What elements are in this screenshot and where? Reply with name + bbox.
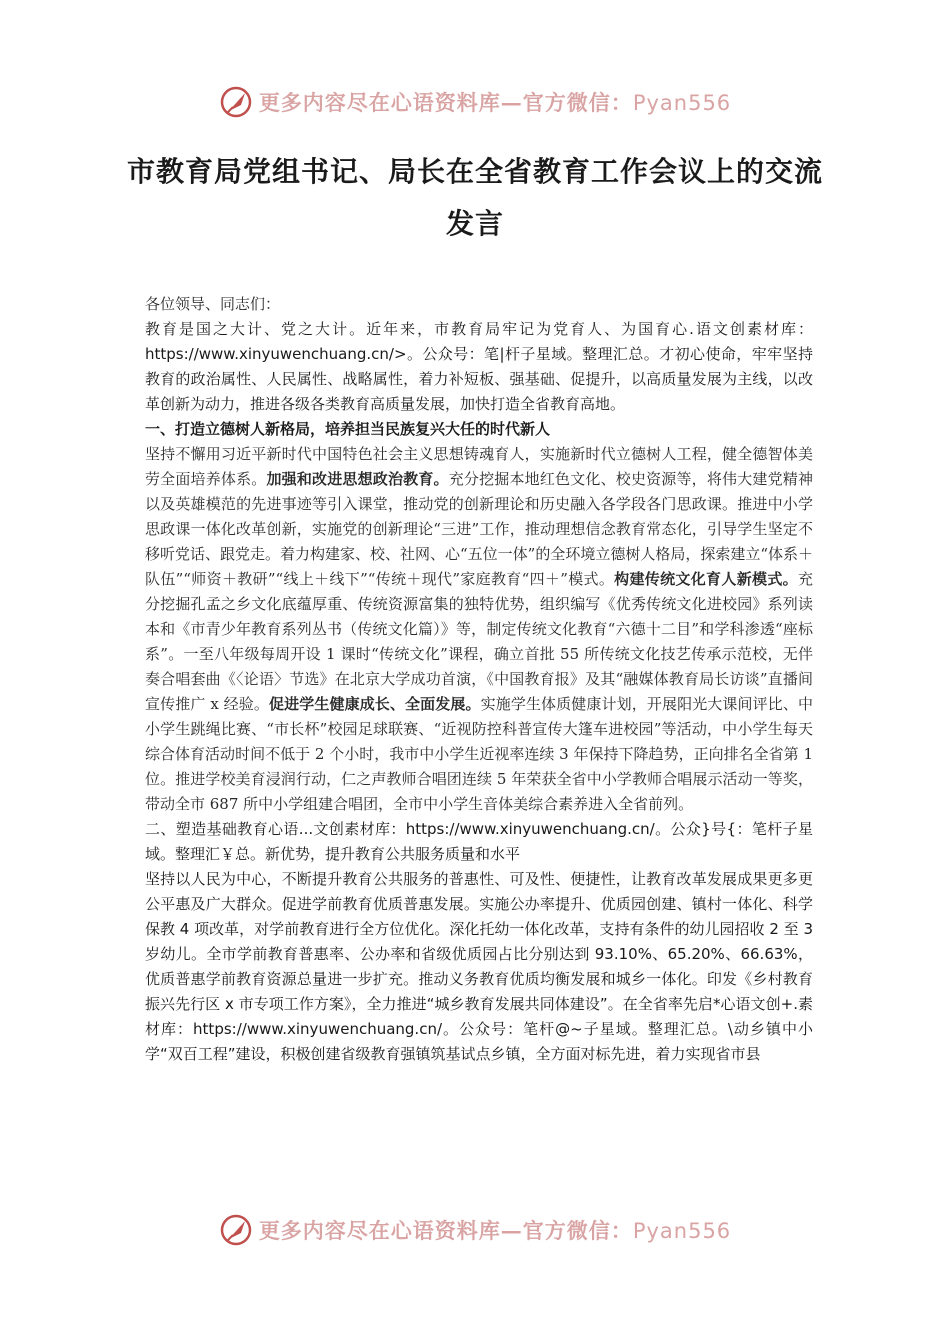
- section-1-heading: 一、打造立德树人新格局，培养担当民族复兴大任的时代新人: [145, 420, 551, 438]
- section-1-bold-1: 加强和改进思想政治教育。: [266, 470, 449, 488]
- banner-label: 更多内容尽在心语资料库—官方微信：: [258, 90, 633, 115]
- section-1-text-2: 充分挖掘本地红色文化、校史资源等，将伟大建党精神以及英雄模范的先进事迹等引入课堂，推动党的创新理论和历史融入各学段各门思政课。推进中小学思政课一体化改革创新，实施党的创新理论“三进”工作，推动理想信念教育常态化，引导学生坚定不移听党话、跟党走。着力构建家、校、社网、心“五位一体”的全环境立德树人格局，探索建立“体系＋队伍”“师资＋教研”“线上＋线下”“传统＋现代”家庭教育“四＋”模式。: [145, 470, 814, 588]
- section-1-text-1: 坚持不懈用习近平新时代中国特色社会主义思想铸魂育人，实施新时代立德树人工程，健全德智体美劳全面培养体系。: [145, 445, 813, 488]
- wechat-id: Pyan556: [632, 1219, 732, 1243]
- section-2-heading: 二、塑造基础教育心语...文创素材库：https://www.xinyuwenchuang.cn/。公众}号{：笔杆子星域。整理汇￥总。新优势，提升教育公共服务质量和水平: [145, 820, 813, 863]
- banner-text: [259, 1215, 731, 1245]
- section-1-bold-2: 构建传统文化育人新模式。: [614, 570, 798, 588]
- section-1-text-3: 充分挖掘孔孟之乡文化底蕴厚重、传统资源富集的独特优势，组织编写《优秀传统文化进校园》系列读本和《市青少年教育系列丛书（传统文化篇）》等，制定传统文化教育“六德十二目”和学科渗透“座标系”。一至八年级每周开设 1 课时“传统文化”课程，确立首批 55 所传统文化技艺传承示范校，无伴奏合唱套曲《〈论语〉节选》在北京大学成功首演，《中国教育报》及其“融媒体教育局长访谈”直播间宣传推广 x 经验。: [145, 570, 813, 713]
- document-title: 市教育局党组书记、局长在全省教育工作会议上的交流发言: [126, 155, 823, 240]
- footer-watermark-banner: [0, 1208, 950, 1252]
- section-1-bold-3: 促进学生健康成长、全面发展。: [269, 695, 481, 713]
- section-2-paragraph: 坚持以人民为中心，不断提升教育公共服务的普惠性、可及性、便捷性，让教育改革发展成果更多更公平惠及广大群众。促进学前教育优质普惠发展。实施公办率提升、优质园创建、镇村一体化、科学保教 4 项改革，对学前教育进行全方位优化。深化托幼一体化改革，支持有条件的幼儿园招收 2 至 3 岁幼儿。全市学前教育普惠率、公办率和省级优质园占比分别达到 93.10%、65.20%、66.63%，优质普惠学前教育资源总量进一步扩充。推动义务教育优质均衡发展和城乡一体化。印发《乡村教育振兴先行区 x 市专项工作方案》，全力推进“城乡教育发展共同体建设”。在全省率先启*心语文创+.素材库：https://www.xinyuwenchuang.cn/。公众号：笔杆@~子星域。整理汇总。\动乡镇中小学“双百工程”建设，积极创建省级教育强镇筑基试点乡镇，全方面对标先进，着力实现省市县: [145, 870, 813, 1063]
- intro-paragraph: 教育是国之大计、党之大计。近年来，市教育局牢记为党育人、为国育心.语文创素材库：https://www.xinyuwenchuang.cn/>。公众号：笔|杆子星域。整理汇总。才初心使命，牢牢坚持教育的政治属性、人民属性、战略属性，着力补短板、强基础、促提升，以高质量发展为主线，以改革创新为动力，推进各级各类教育高质量发展，加快打造全省教育高地。: [145, 320, 813, 413]
- section-1-paragraph: [145, 442, 813, 817]
- header-watermark-banner: [0, 80, 950, 124]
- wechat-id: Pyan556: [632, 91, 732, 115]
- section-1-text-4: 实施学生体质健康计划，开展阳光大课间评比、中小学生跳绳比赛、“市长杯”校园足球联赛、“近视防控科普宣传大篷车进校园”等活动，中小学生每天综合体育活动时间不低于 2 个小时，我市中小学生近视率连续 3 年保持下降趋势，正向排名全省第 1 位。推进学校美育浸润行动，仁之声教师合唱团连续 5 年荣获全省中小学教师合唱展示活动一等奖，带动全市 687 所中小学组建合唱团，全市中小学生音体美综合素养进入全省前列。: [145, 695, 813, 813]
- banner-label: 更多内容尽在心语资料库—官方微信：: [258, 1218, 633, 1243]
- quill-logo-icon: [219, 1213, 253, 1247]
- document-body: [145, 292, 813, 1067]
- quill-logo-icon: [219, 85, 253, 119]
- greeting: 各位领导、同志们：: [145, 295, 281, 313]
- banner-text: [259, 87, 731, 117]
